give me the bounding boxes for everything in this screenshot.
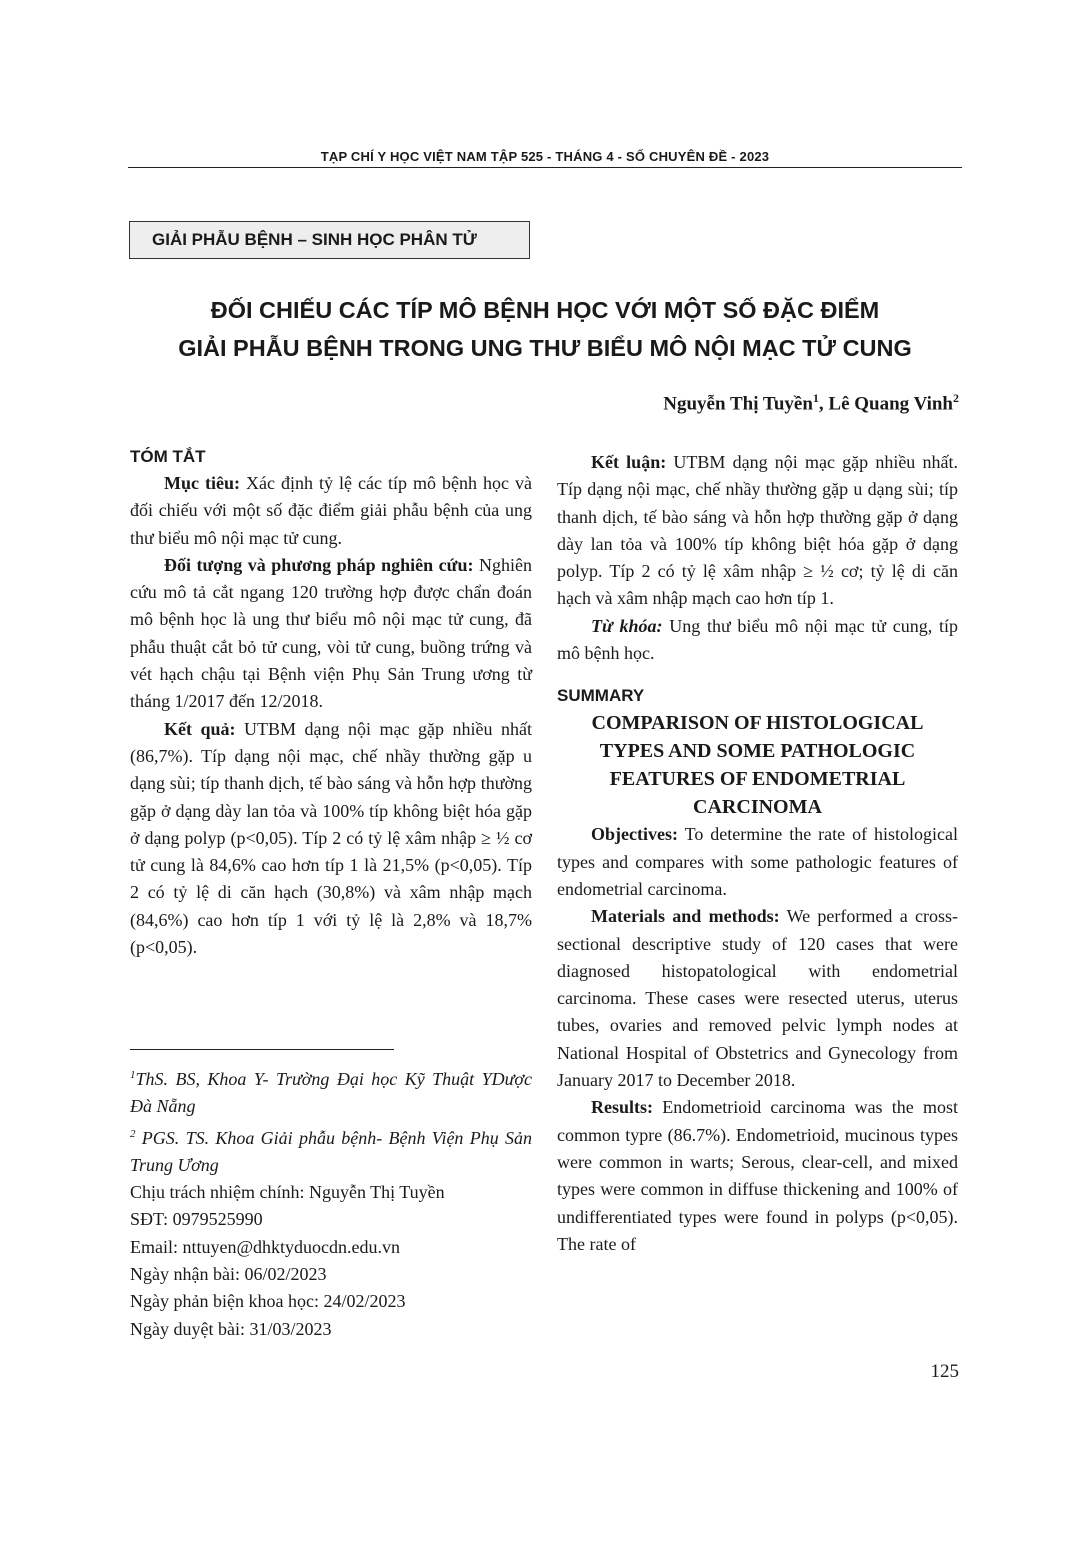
en-results-label: Results:	[591, 1097, 653, 1118]
phone: SĐT: 0979525990	[130, 1209, 263, 1230]
results-label: Kết quả:	[164, 718, 236, 739]
abstract-heading: TÓM TẮT	[130, 447, 206, 466]
keywords-text: Ung thư biểu mô nội mạc tử cung, típ mô bệnh học.	[557, 615, 958, 664]
summary-results	[557, 1094, 958, 1258]
left-column	[130, 443, 532, 961]
running-header: TẠP CHÍ Y HỌC VIỆT NAM TẬP 525 - THÁNG 4 - SỐ CHUYÊN ĐỀ - 2023	[320, 149, 770, 164]
en-results-text: Endometrioid carcinoma was the most common typre (86.7%). Endometrioid, mucinous types were common in warts; Serous, clear-cell, and mixed types were common in diffuse thickening and 100% of undifferentiated types were found in polyps (p<0,05). The rate of	[557, 1097, 958, 1254]
authors	[663, 391, 959, 415]
title-line-1: ĐỐI CHIẾU CÁC TÍP MÔ BỆNH HỌC VỚI MỘT SỐ ĐẶC ĐIỂM	[210, 297, 880, 323]
author-2: Lê Quang Vinh	[828, 393, 953, 415]
section-label: GIẢI PHẪU BỆNH – SINH HỌC PHÂN TỬ	[129, 221, 530, 259]
title-line-2: GIẢI PHẪU BỆNH TRONG UNG THƯ BIỂU MÔ NỘI MẠC TỬ CUNG	[178, 335, 912, 361]
abstract-conclusion	[557, 449, 958, 613]
abstract-results	[130, 716, 532, 962]
footnote-rule	[130, 1049, 394, 1050]
author-separator: ,	[818, 393, 829, 415]
date-accepted: Ngày duyệt bài: 31/03/2023	[130, 1318, 332, 1339]
results-text: UTBM dạng nội mạc gặp nhiều nhất (86,7%). Típ dạng nội mạc, chế nhầy thường gặp u dạng sùi; típ thanh dịch, tế bào sáng và hỗn hợp thường gặp ở dạng dày lan tỏa và 100% típ không biệt hóa gặp ở dạng polyp (p<0,05). Típ 2 có tỷ lệ xâm nhập ≥ ½ cơ tử cung là 84,6% cao hơn típ 1 là 21,5% (p<0,05). Típ 2 có tỷ lệ di căn hạch (30,8%) và xâm nhập mạch (84,6%) cao hơn típ 1 với tỷ lệ là 2,8% và 18,7% (p<0,05).	[130, 718, 533, 958]
objectives-text: To determine the rate of histological types and compares with some pathologic features of endometrial carcinoma.	[557, 824, 958, 899]
abstract-objective	[130, 470, 532, 552]
methods-text: Nghiên cứu mô tả cắt ngang 120 trường hợp được chẩn đoán mô bệnh học là ung thư biểu mô nội mạc tử cung, đã phẫu thuật cắt bỏ tử cung, vòi tử cung, buồng trứng và vét hạch chậu tại Bệnh viện Phụ Sản Trung ương từ tháng 1/2017 đến 12/2018.	[130, 554, 532, 712]
date-reviewed: Ngày phản biện khoa học: 24/02/2023	[130, 1291, 406, 1312]
footnote-1-marker: 1	[130, 1069, 136, 1081]
email: Email: nttuyen@dhktyduocdn.edu.vn	[130, 1236, 401, 1257]
footnote-2-text: PGS. TS. Khoa Giải phẫu bệnh- Bệnh Viện Phụ Sản Trung Ương	[130, 1127, 532, 1175]
objectives-label: Objectives:	[591, 824, 678, 845]
summary-objectives	[557, 821, 958, 903]
page-number: 125	[930, 1361, 959, 1382]
en-methods-text: We performed a cross-sectional descriptive study of 120 cases that were diagnosed histopatological with endometrial carcinoma. These cases were resected uterus, uterus tubes, ovaries and removed pelvic lymph nodes at National Hospital of Obstetrics and Gynecology from January 2017 to December 2018.	[557, 906, 958, 1091]
right-column	[557, 449, 958, 1258]
responsible-author: Chịu trách nhiệm chính: Nguyễn Thị Tuyền	[130, 1182, 445, 1203]
summary-methods	[557, 903, 958, 1094]
abstract-keywords	[557, 613, 958, 668]
author-1-affiliation: 1	[812, 391, 819, 405]
summary-heading: SUMMARY	[557, 686, 645, 706]
author-1: Nguyễn Thị Tuyền	[663, 393, 813, 415]
summary-title: COMPARISON OF HISTOLOGICAL TYPES AND SOME PATHOLOGIC FEATURES OF ENDOMETRIAL CARCINOMA	[591, 712, 924, 819]
keywords-label: Từ khóa:	[591, 615, 663, 636]
conclusion-text: UTBM dạng nội mạc gặp nhiều nhất. Típ dạng nội mạc, chế nhầy thường gặp u dạng sùi; típ thanh dịch, tế bào sáng và hỗn hợp thường gặp ở dạng dày lan tỏa và 100% típ không biệt hóa gặp ở dạng polyp. Típ 2 có tỷ lệ xâm nhập ≥ ½ cơ; tỷ lệ di căn hạch và xâm nhập mạch cao hơn típ 1.	[557, 452, 958, 609]
objective-label: Mục tiêu:	[164, 473, 240, 493]
footnote-2-marker: 2	[130, 1127, 136, 1140]
date-received: Ngày nhận bài: 06/02/2023	[130, 1264, 327, 1285]
footnote-affiliation-1	[130, 1062, 532, 1121]
footnote-affiliation-2	[130, 1121, 532, 1180]
header-rule	[128, 167, 962, 168]
abstract-methods	[130, 552, 532, 716]
article-title	[100, 291, 990, 367]
en-methods-label: Materials and methods:	[591, 906, 780, 927]
footnote-1-text: ThS. BS, Khoa Y- Trường Đại học Kỹ Thuật YDược Đà Nẵng	[130, 1069, 532, 1117]
objective-text: Xác định tỷ lệ các típ mô bệnh học và đối chiếu với một số đặc điểm giải phẫu bệnh của ung thư biểu mô nội mạc tử cung.	[130, 473, 532, 548]
footnotes	[130, 1049, 532, 1343]
author-2-affiliation: 2	[953, 391, 959, 405]
conclusion-label: Kết luận:	[591, 452, 667, 472]
methods-label: Đối tượng và phương pháp nghiên cứu:	[164, 554, 474, 575]
